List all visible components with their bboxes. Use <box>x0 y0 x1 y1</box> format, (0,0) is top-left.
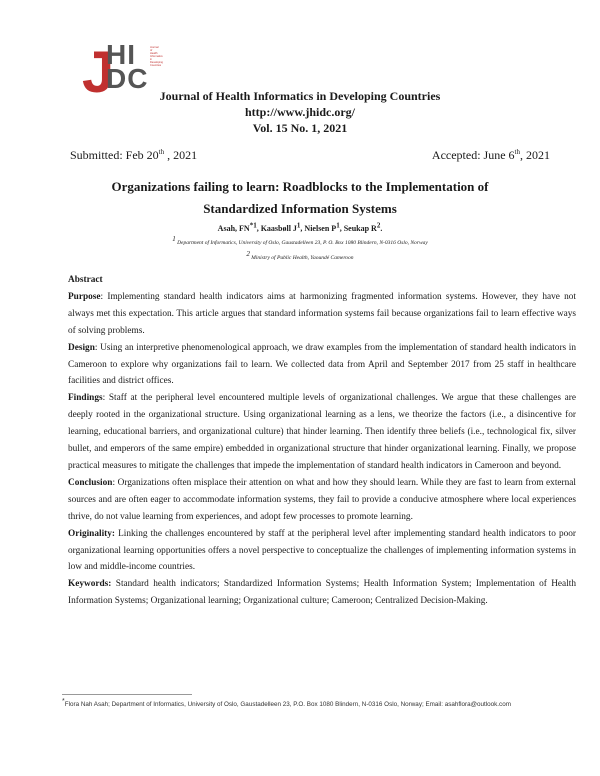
logo-letter-j: J <box>82 40 115 105</box>
abstract-design: Design: Using an interpretive phenomenological approach, we draw examples from the implementation of standard health indicators in Cameroon to explore why organizations fail to learn. We collected data from April and September 2017 from 25 staff in healthcare facilities and district offices. <box>68 342 576 387</box>
logo-letters-hi: HI <box>106 39 136 70</box>
abstract-findings: Findings: Staff at the peripheral level encountered multiple levels of organizational challenges. We argue that these challenges are deeply rooted in the organizational structure. Using organizational learning as a lens, we theorize the factors (i.e., a disincentive for learning, educational barriers, and organizational culture) that hinder learning. Then identify three beliefs (i.e., technological fix, silver bullet, and emperors of the same empire) embedded in organizational structure that hinder organizational learning. Finally, we propose practical measures to mitigate the challenges that impede the implementation of standard health indicators in Cameroon and beyond. <box>68 393 576 471</box>
abstract-originality: Originality: Linking the challenges encountered by staff at the peripheral level after implementing standard health indicators to poor organizational learning opportunities offers a novel perspective to conceptualize the challenges of implementing information systems in low and middle-income countries. <box>68 528 576 573</box>
journal-header <box>150 88 450 136</box>
author: Kaasbøll $J^1$, <box>260 221 305 233</box>
author: Asah, FN$^{*1}$, <box>217 221 261 233</box>
abstract-conclusion: Conclusion: Organizations often misplace their attention on what and how they should learn. While they are fast to learn from external sources and are often eager to accommodate information systems, they fail to provide a conducive atmosphere where local experiences thrive, do not value learning from experiences, and adopt few processes to promote learning. <box>68 477 576 522</box>
author: Nielsen $P^1$, <box>304 221 344 233</box>
abstract-keywords: Keywords: Standard health indicators; Standardized Information Systems; Health Information System; Implementation of Health Information Systems; Organizational learning; Organizational culture; Cameroon; Centralized Decision-Making. <box>68 579 576 607</box>
author-list <box>40 221 560 233</box>
abstract-heading: Abstract <box>68 275 103 285</box>
submission-dates <box>70 148 550 163</box>
affiliation-1: $^1$ Department of Informatics, University of Oslo, Gaustadelleen 23, P. O. Box 1080 Blindern, N-0316 Oslo, Norway <box>172 235 428 246</box>
abstract <box>68 272 576 610</box>
submitted-date: Submitted: Feb 20th , 2021 <box>70 148 198 162</box>
corresponding-author-footnote: *Flora Nah Asah; Department of Informatics, University of Oslo, Gaustadelleen 23, P.O. Box 1080 Blindern, N-0316 Oslo, Norway; Email: asahflora@outlook.com <box>62 697 511 708</box>
footnote-divider <box>62 694 192 695</box>
author: Seukap $R^2$. <box>343 221 383 233</box>
logo-tagline: Journal of Health Informatics in Developing Countries <box>150 46 163 67</box>
accepted-date: Accepted: June 6th, 2021 <box>431 148 550 162</box>
journal-url[interactable]: http://www.jhidc.org/ <box>244 105 355 119</box>
logo-letters-dc: DC <box>106 63 149 94</box>
journal-volume: Vol. 15 No. 1, 2021 <box>252 121 348 135</box>
abstract-purpose: Purpose: Implementing standard health indicators aims at harmonizing fragmented information systems. However, they have not always met this expectation. This article argues that standard information systems fail because organizations fail to learn effective ways of solving problems. <box>68 291 576 336</box>
affiliation-2: $^2$ Ministry of Public Health, Yaoundé Cameroon <box>246 250 354 261</box>
journal-name: Journal of Health Informatics in Developing Countries <box>159 89 441 103</box>
article-title: Organizations failing to learn: Roadblocks to the Implementation of Standardized Information Systems <box>111 179 489 216</box>
